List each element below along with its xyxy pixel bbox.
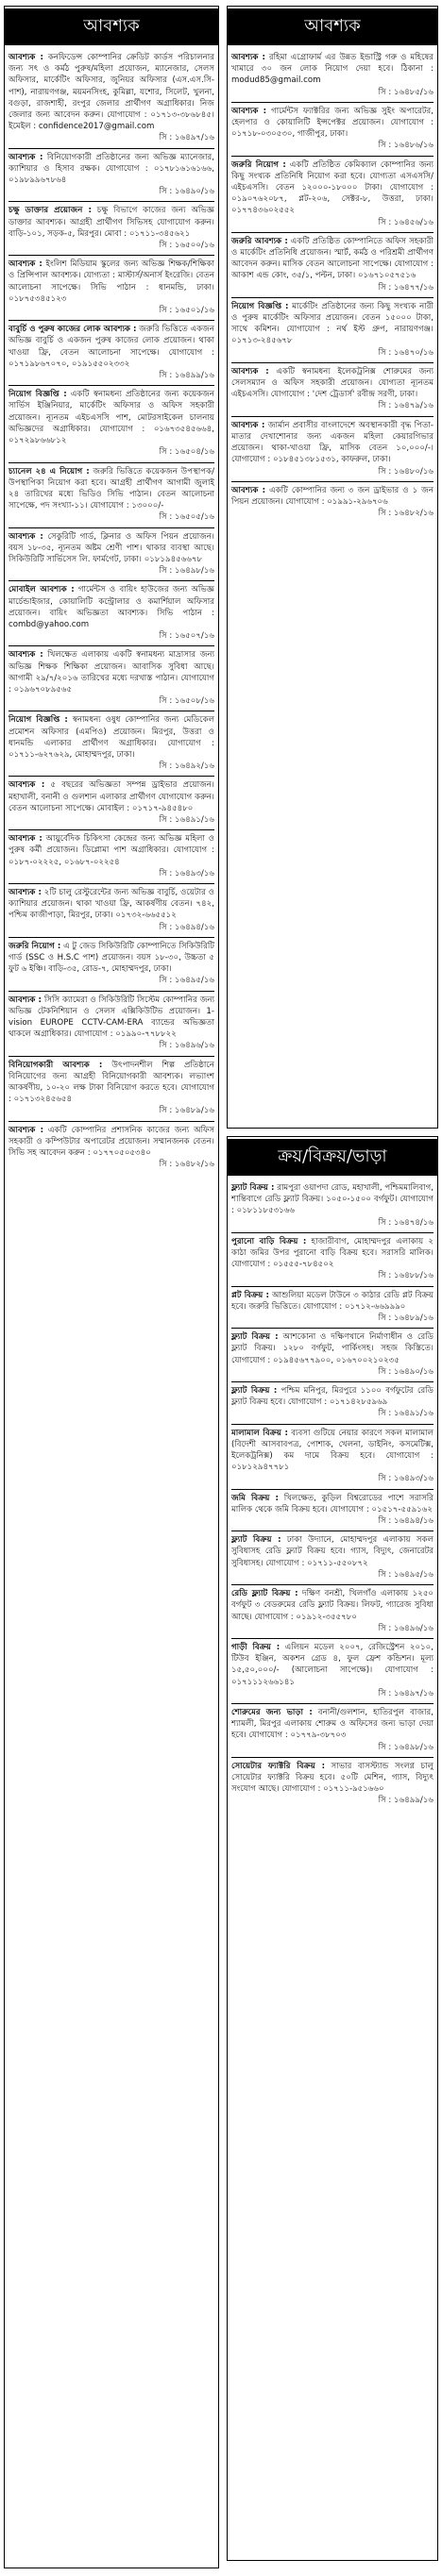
ad-body: ৫ বছরের অভিজ্ঞতা সম্পন্ন ড্রাইভার প্রয়োজন। মহাখালী, বনানী ও গুলশান এলাকার প্রার্থীগণ যোগাযোগ করুন। বেতন আলোচনা সাপেক্ষে। মোবাইল : ০১৭১৭-৯৪৫৪৮০	[8, 780, 215, 813]
classified-ad	[8, 256, 214, 321]
classified-ad	[231, 1233, 434, 1287]
ad-reference-code: সি : ১৬৪৭৪/১৬	[378, 1217, 434, 1228]
classified-ad	[8, 581, 214, 646]
ad-reference-code: সি : ১৬৪৯৮/১৬	[159, 566, 214, 577]
ad-reference-code: সি : ১৬৪৮০/১৬	[378, 466, 434, 477]
ad-heading: আবশ্যক :	[8, 650, 43, 661]
classified-ad	[231, 1704, 434, 1758]
classified-ad	[8, 528, 214, 582]
section-header-buy-sell-rent: ক্রয়/বিক্রয়/ভাড়া	[228, 1139, 437, 1176]
ad-reference-code: সি : ১৬৫০৪/১৬	[159, 447, 214, 458]
ad-body: একটি প্রতিষ্ঠিত কোম্পানিতে অফিস সহকারী ও মার্কেটিং প্রতিনিধি প্রয়োজন। স্মার্ট, কর্মঠ ও পরিশ্রমী প্রার্থীগণ আবেদন করুন। মাসিক বেতন আলোচনা সাপেক্ষে। যোগাযোগ : আকাশ এন্ড কোং, ৩৫/১, পল্টন, ঢাকা। ০১৬৭১০৫৭৫১৬	[231, 236, 434, 281]
ad-heading: মালামাল বিক্রয় :	[231, 1428, 288, 1438]
ad-heading: ফ্ল্যাট বিক্রয় :	[231, 1535, 281, 1546]
ad-reference-code: সি : ১৬৫০৮/১৬	[159, 696, 214, 707]
ad-body: জরুরি ভিত্তিতে কয়েকজন উপস্থাপক/উপস্থাপিকা নিয়োগ করা হবে। আগ্রহী প্রার্থীগণ আগামী জুলাই ২৪ তারিখের মধ্যে ভিডিও সিভি পাঠান। বেতন আলোচনা সাপেক্ষে, পদ সংখ্যা-১১। যোগাযোগ : ১৩০০০/-	[8, 466, 214, 511]
classified-ad	[8, 149, 214, 203]
ad-heading: শোরুমের জন্য ভাড়া :	[231, 1707, 313, 1717]
ad-body: আশকোনা ও দক্ষিণখানে নির্মাণাধীন ও রেডি ফ্ল্যাট বিক্রয়। ১২৮০ বর্গফুট, পার্কিংসহ। সহজ কিস্তিতে। যোগাযোগ : ০১৯৪৫৬৭৭৯০০, ০১৬৭০০২১০২৩৫	[231, 1332, 434, 1365]
ad-reference-code: সি : ১৬৫০৭/১৬	[159, 631, 214, 642]
ad-reference-code: সি : ১৬৪৯০/১৬	[378, 1366, 434, 1377]
ad-reference-code: সি : ১৬৪৭৭/১৬	[378, 282, 434, 293]
right-top-job-ads	[227, 6, 438, 1129]
ad-heading: আবশ্যক :	[8, 888, 42, 897]
classified-ad	[231, 157, 434, 233]
ad-reference-code: সি : ১৬৪৮২/১৬	[378, 509, 434, 519]
ad-reference-code: সি : ১৬৪৯৫/১৬	[159, 976, 214, 986]
classified-ad	[8, 830, 214, 884]
ad-heading: গাড়ী বিক্রয় :	[231, 1642, 280, 1652]
ad-body: সেকুরিটি গার্ড, ক্লিনার ও অফিস পিয়ন প্রয়োজন। বয়স ১৮-৩৫, ন্যূনতম অষ্টম শ্রেণী পাশ। থাকার ব্যবস্থা আছে। সিকিউরিটি সার্ভিসেস লি. ফার্মগেট, ঢাকা। ০১৮১৯৪৫৬৬৭৮	[8, 531, 214, 564]
ad-reference-code: সি : ১৬৪৯১/১৬	[378, 1409, 434, 1419]
ad-reference-code: সি : ১৬৪৯৭/১৬	[378, 1688, 434, 1698]
classified-ad	[8, 992, 214, 1057]
ad-body: জার্মান প্রবাসীর বাংলাদেশে অবস্থানকারী বৃদ্ধ পিতা-মাতার দেখাশোনার জন্য একজন মহিলা কেয়ারগিভার প্রয়োজন। থাকা-খাওয়া ফ্রি, মাসিক বেতন ১০,০০০/-। যোগাযোগ : ০১৮৪৫১৩৮১৫৩১, কাফরুল, ঢাকা।	[231, 420, 434, 465]
ad-heading: পুরানো বাড়ি বিক্রয় :	[231, 1236, 307, 1246]
classified-ad	[231, 1179, 434, 1233]
ad-reference-code: সি : ১৬৫০৫/১৬	[159, 512, 214, 523]
ad-reference-code: সি : ১৬৪৯৪/১৬	[378, 1516, 434, 1527]
ad-heading: বাবুর্চি ও পুরুষ কাজের লোক আবশ্যক :	[8, 325, 137, 335]
classified-ad	[231, 1425, 434, 1490]
ad-reference-code: সি : ১৬৪৮২/১৬	[159, 1160, 214, 1170]
ad-body: খিলক্ষেত, কুড়িল বিশ্বরোডের পাশে সরাসরি মালিক থেকে জমি বিক্রয় হবে। যোগাযোগ : ০১৫১৭-৫৫৯১৬২	[231, 1493, 434, 1514]
ad-body: রহিমা এগ্রোফার্ম এর উন্নত ইন্ডাস্ট্রি গরু ও মহিষের খামারে ৩০ জন লোক নিয়োগ দেয়া হবে। ঠিকানা : modud85@gmail.com	[231, 53, 434, 86]
classified-ad	[231, 233, 434, 298]
classified-ad	[231, 363, 434, 417]
ad-body: গার্মেন্টস ফ্যাক্টরির জন্য অভিজ্ঞ সুইং অপারেটর, হেলপার ও কোয়ালিটি ইন্সপেক্টর প্রয়োজন। যোগাযোগ : ০১৭১৮-০৩০৫৩০, গাজীপুর, ঢাকা।	[231, 106, 434, 140]
ad-heading: আবশ্যক :	[8, 834, 42, 845]
classified-ad	[231, 1382, 434, 1425]
classified-ad	[8, 463, 214, 528]
ad-heading: মোবাইল আবশ্যক :	[8, 585, 75, 595]
job-ad-list	[8, 49, 214, 1174]
ad-heading: আবশ্যক :	[8, 780, 45, 791]
ad-body: গার্মেন্টস ও বায়িং হাউজের জন্য অভিজ্ঞ মার্চেন্ডাইজার, কোয়ালিটি কন্ট্রোলার ও কমার্শিয়াল অফিসার প্রয়োজন। বায়িং অভিজ্ঞতা আবশ্যক। সিভি পাঠান : combd@yahoo.com	[8, 585, 214, 629]
ad-reference-code: সি : ১৬৪৯৩/১৬	[378, 1474, 434, 1484]
ad-heading: রেডি ফ্ল্যাট বিক্রয় :	[231, 1589, 298, 1599]
ad-reference-code: সি : ১৬৪৫৬/১৬	[378, 217, 434, 227]
ad-reference-code: সি : ১৬৪৯৬/১৬	[378, 1623, 434, 1633]
ad-heading: জরুরি আবশ্যক :	[231, 236, 288, 246]
ad-body: সিসি ক্যামেরা ও সিকিউরিটি সিস্টেম কোম্পানির জন্য অভিজ্ঞ টেকনিশিয়ান ও সেলস এক্সিকিউটিভ প্রয়োজন। 1-vision EUROPE CCTV-CAM-ERA ব্যান্ডের অভিজ্ঞতা থাকলে অগ্রাধিকার। যোগাযোগ : ০১৯৯০-৭৭৮৮২২	[8, 995, 215, 1040]
classified-ad	[8, 1057, 214, 1122]
ad-body: একটি স্বনামধন্য ইলেকট্রনিক্স শোরুমের জন্য সেলসম্যান ও অফিস সহকারী প্রয়োজন। যোগ্যতা ন্যূনতম এইচএসসি। যোগাযোগ : 'দেশ ট্রেডার্স' রবীন্দ্র সরণী, ঢাকা।	[231, 366, 434, 400]
ad-reference-code: সি : ১৬৪৯৭/১৬	[159, 133, 214, 143]
ad-heading: জরুরি নিয়োগ :	[8, 941, 61, 951]
ad-heading: ফ্ল্যাট বিক্রয় :	[231, 1386, 278, 1397]
classified-ad	[231, 1329, 434, 1382]
ad-heading: নিয়োগ বিজ্ঞপ্তি :	[231, 301, 289, 311]
ad-heading: আবশ্যক :	[231, 366, 269, 376]
ad-reference-code: সি : ১৬৪৯৬/১৬	[159, 1041, 214, 1051]
classified-ad	[231, 298, 434, 363]
ad-heading: আবশ্যক :	[8, 531, 43, 542]
ad-reference-code: সি : ১৬৪৯০/১৬	[159, 187, 214, 197]
ad-body: এ টু জেড সিকিউরিটি কোম্পানিতে সিকিউরিটি গার্ড (SSC ও H.S.C পাশ) প্রয়োজন। বয়স ১৮-৩০, উচ্চতা ৫ ফুট ৬ ইঞ্চি। বাড়ি-৩৫, রোড-৭, মোহাম্মদপুর, ঢাকা।	[8, 941, 214, 975]
ad-reference-code: সি : ১৬৪৯১/১৬	[159, 814, 214, 825]
ad-reference-code: সি : ১৬৪৭০/১৬	[378, 347, 434, 358]
ad-reference-code: সি : ১৬৪৯৮/১৬	[378, 1742, 434, 1752]
left-column-job-ads	[4, 6, 219, 2568]
ad-reference-code: সি : ১৬৪৮৫/১৬	[378, 87, 434, 97]
ad-heading: আবশ্যক :	[231, 485, 266, 495]
ad-reference-code: সি : ১৬৪৯৯/১৬	[378, 1796, 434, 1806]
ad-body: হাজারীবাগ, মোহাম্মদপুর এলাকায় ২ কাঠা জমির উপর পুরানো বাড়ি বিক্রয় হবে। সরাসরি মালিক। যোগাযোগ : ০১৫৫৫-৭৮৪৫০২	[231, 1236, 434, 1270]
ad-heading: আবশ্যক :	[231, 53, 265, 62]
classified-ad	[231, 1585, 434, 1639]
ad-body: রামপুরা ওয়াপদা রোড, মহাখালী, পশ্চিমমালিবাগ, শান্তিবাগে রেডি ফ্ল্যাট বিক্রয়। ১০৫০-১৫০০ বর্গফুট। যোগাযোগ : ০১৮১১৮৫৩১৬৬	[231, 1183, 434, 1216]
ad-heading: নিয়োগ বিজ্ঞপ্তি :	[8, 715, 68, 726]
sale-ad-list	[231, 1179, 434, 1811]
ad-reference-code: সি : ১৬৪৯৩/১৬	[159, 868, 214, 878]
ad-body: খিলক্ষেত এলাকায় একটি স্বনামধন্য মাদ্রাসার জন্য অভিজ্ঞ শিক্ষক শিক্ষিকা প্রয়োজন। আবাসিক সুবিধা আছে। আগামী ২৯/৭/২০১৬ তারিখের মধ্যে দরখাস্ত পাঠান। যোগাযোগ : ০১৯৬৭০৮৯৫৬৫	[8, 650, 214, 694]
ad-body: বনানী/গুলশান, হাতিরপুল বাজার, শ্যামলী, মিরপুর এলাকায় শোরুম ও অফিসের জন্য ভাড়া দেয়া হবে। যোগাযোগ : ০১৭৭৯-৩৮৭০৩	[231, 1707, 434, 1741]
ad-body: ব্যবসা গুটিয়ে নেয়ার কারণে সকল মালামাল (বিদেশী আসবাবপত্র, পোশাক, খেলনা, ডাইনিং, কসমেটিক্স, ইলেকট্রনিক্স) কম দামে বিক্রয় হবে। যোগাযোগ : ০১৮১২৯৪৭৭৮১	[231, 1428, 434, 1473]
classified-ad	[231, 1639, 434, 1704]
ad-reference-code: সি : ১৬৪৯৯/১৬	[159, 371, 214, 381]
ad-body: আয়ুর্বেদিক চিকিৎসা কেন্দ্রের জন্য অভিজ্ঞ মহিলা ও পুরুষ কর্মী প্রয়োজন। ডিপ্লোমা পাশ অগ্রাধিকার। যোগাযোগ : ০১৮৭-০২২২৫, ০১৬৮৭-০২২৫৪	[8, 834, 214, 867]
ad-reference-code: সি : ১৬৪৮৯/১৬	[159, 1106, 214, 1116]
right-bottom-sale-ads	[227, 1136, 438, 2561]
job-ad-list-right	[231, 49, 434, 523]
ad-body: চক্ষু বিভাগে কাজের জন্য অভিজ্ঞ ডাক্তার আবশ্যক। আগ্রহী প্রার্থীগণ সিভিসহ যোগাযোগ করুন। বাড়ি-১০১, সড়ক-৫, মিরপুর। মোবা : ০১৭১১-৩৪৫৬২১	[8, 206, 214, 239]
ad-reference-code: সি : ১৬৪৯৪/১৬	[159, 922, 214, 932]
ad-heading: জরুরি নিয়োগ :	[231, 159, 286, 170]
ad-heading: সোয়েটার ফ্যাক্টরি বিক্রয় :	[231, 1761, 326, 1771]
ad-body: একটি কোম্পানির জন্য ৩ জন ড্রাইভার ও ১ জন পিয়ন প্রয়োজন। যোগাযোগ : ০১৯৯১-২৯৬৭০৬	[231, 485, 434, 507]
ad-body: বিনিয়োগকারী প্রতিষ্ঠানের জন্য অভিজ্ঞ ম্যানেজার, ক্যাশিয়ার ও হিসাব রক্ষক। যোগাযোগ : ০১৭৮১৬১৬১৬৬, ০১৯৮৯৯৬৭৮৬৪	[8, 152, 215, 186]
ad-body: একটি স্বনামধন্য প্রতিষ্ঠানের জন্য কয়েকজন সার্ভিস ইঞ্জিনিয়ার, মার্কেটিং অফিসার ও অফিস সহকারী প্রয়োজন। ন্যূনতম এইচএসসি পাশ, মোটরসাইকেল চালনায় অভিজ্ঞদের অগ্রাধিকার। যোগাযোগ : ০১৬৭৩৫৪৫৬৬৪, ০১৭২৯৮৬৬৮১২	[8, 390, 214, 446]
classified-ad	[8, 646, 214, 711]
ad-heading: ফ্ল্যাট বিক্রয় :	[231, 1183, 275, 1193]
ad-heading: বিনিয়োগকারী আবশ্যক :	[8, 1060, 103, 1070]
ad-reference-code: সি : ১৬৪৭৯/১৬	[378, 401, 434, 411]
ad-heading: প্লট বিক্রয় :	[231, 1290, 269, 1300]
ad-heading: ফ্ল্যাট বিক্রয় :	[231, 1332, 279, 1343]
ad-body: স্বনামধন্য ওষুধ কোম্পানির জন্য মেডিকেল প্রমোশন অফিসার (এমপিও) প্রয়োজন। মিরপুর, উত্তরা ও ধানমন্ডি এলাকার প্রার্থীগণ অগ্রাধিকার। যোগাযোগ : ০১৭১১-৬২৭৬২৯, মোহাম্মদপুর, ঢাকা।	[8, 715, 214, 760]
ad-body: কনফিডেন্স কোম্পানির ক্রেডিট কার্ডস পরিচালনার জন্য সৎ ও কর্মঠ পুরুষ/মহিলা প্রয়োজন, ম্যানেজার, সেলস অফিসার, মার্কেটিং অফিসার, জুনিয়র অফিসার (এস.এস.সি-পাশ), নারায়ণগঞ্জ, ময়মনসিংহ, কুমিল্লা, যশোর, সিলেট, খুলনা, বগুড়া, রাজশাহী, রংপুর জেলার প্রার্থীগণ অগ্রাধিকার। নিজ জেলার জন্য আবেদন করুন। যোগাযোগ : ০১৭১৩-৩৮৬৮৪৫। ইমেইল : confidence2017@gmail.com	[8, 53, 214, 132]
section-header-jobs-right: আবশ্যক	[228, 8, 437, 45]
classified-ad	[8, 386, 214, 462]
classified-ad	[8, 49, 214, 149]
ad-body: উৎপাদনশীল শিল্প প্রতিষ্ঠানে বিনিয়োগের জন্য আগ্রহী বিনিয়োগকারী আবশ্যক। লভ্যাংশ আকর্ষণীয়, ১০-২০ লক্ষ টাকা বিনিয়োগ করতে হবে। যোগাযোগ : ০১৭১৩২৪৫৬৫৪	[8, 1060, 214, 1105]
ad-reference-code: সি : ১৬৪৮৮/১৬	[378, 1271, 434, 1281]
ad-reference-code: সি : ১৬৪৮৬/১৬	[378, 141, 434, 151]
ad-body: একটি প্রতিষ্ঠিত কেমিক্যাল কোম্পানির জন্য কিছু সংখ্যক প্রতিনিধি নিয়োগ করা হবে। যোগ্যতা এসএসসি/এইচএসসি। বেতন ১২০০০-১৮০০০ টাকা। যোগাযোগ : ০১৯০৭৬২০৮৭, প্লট-২০৬, সেক্টর-৮, উত্তরা, ঢাকা। ০১৭৭৪৩৬০২৫৫২	[231, 159, 434, 216]
ad-body: সাভার বাসস্ট্যান্ড সংলগ্ন চালু সোয়েটার ফ্যাক্টরি বিক্রয় হবে। ৫০টি মেশিন, গ্যাস, বিদ্যুৎ সংযোগ আছে। যোগাযোগ : ০১৭১১-৯৫১৬৬০	[231, 1761, 434, 1795]
section-header-jobs: আবশ্যক	[5, 8, 218, 45]
classified-ad	[231, 417, 434, 482]
ad-reference-code: সি : ১৬৪৯৫/১৬	[378, 1569, 434, 1580]
classified-ad	[231, 1287, 434, 1330]
ad-body: একটি কোম্পানির প্রশাসনিক কাজের জন্য অফিস সহকারী ও কম্পিউটার অপারেটর প্রয়োজন। সম্মানজনক বেতন। সিভি সহ আবেদন করুন : ০১৭৭০৫০৫৩৪০	[8, 1125, 214, 1159]
classified-ad	[8, 884, 214, 938]
ad-body: ইংলিশ মিডিয়াম স্কুলের জন্য অভিজ্ঞ শিক্ষক/শিক্ষিকা ও প্রিন্সিপাল আবশ্যক। যোগ্যতা : মাস্টার্স/অনার্স ইংরেজি। বেতন আলোচনা সাপেক্ষে। সিভি পাঠান : ধানমন্ডি, ঢাকা। ০১৮৭৫৩৪৫১২৩	[8, 259, 215, 304]
classified-ad	[231, 1490, 434, 1532]
ad-body: আশুলিয়া মডেল টাউনে ৩ কাঠার রেডি প্লট বিক্রয় হবে। জরুরি ভিত্তিতে। যোগাযোগ : ০১৭১২-৬৬৯৯৯০	[231, 1290, 434, 1312]
ad-reference-code: সি : ১৬৫০১/১৬	[159, 306, 214, 316]
ad-heading: আবশ্যক :	[231, 106, 267, 116]
classified-ad	[8, 321, 214, 386]
ad-body: পশ্চিম মনিপুর, মিরপুরে ১১০০ বর্গফুটের রেডি ফ্ল্যাট বিক্রয় হবে। যোগাযোগ : ০১৭১৪২৮৫৯৬৯	[231, 1386, 434, 1408]
ad-heading: চ্যানেল ২৪ এ নিয়োগ :	[8, 466, 90, 477]
classified-ad	[8, 711, 214, 777]
ad-body: ২টি চালু রেস্টুরেন্টের জন্য অভিজ্ঞ বাবুর্চি, ওয়েটার ও ক্যাশিয়ার প্রয়োজন। থাকা খাওয়া ফ্রি, আকর্ষণীয় বেতন। ৭৪২, পশ্চিম কাজীপাড়া, মিরপুর, ঢাকা। ০১৭৩২-৬৬৫৫১২	[8, 888, 214, 921]
ad-body: এলিয়ন মডেল ২০০৭, রেজিস্ট্রেশন ২০১০, টিউব ইঞ্জিন, অকশন গ্রেড ৪, ফুল ফ্রেশ কন্ডিশন। মূল্য ১৫,৫০,০০০/- (আলোচনা সাপেক্ষে)। যোগাযোগ : ০১৭১১১২৬৬১৪১	[231, 1642, 434, 1687]
ad-reference-code: সি : ১৬৪৮৯/১৬	[378, 1313, 434, 1324]
ad-body: দক্ষিণ বনশ্রী, খিলগাঁও এলাকায় ১২৫০ বর্গফুট ৩ বেডরুমের রেডি ফ্ল্যাট বিক্রয়। লিফট, গ্যারেজ সুবিধা আছে। যোগাযোগ : ০১৯১২-৩৫৫৭৮০	[231, 1589, 434, 1622]
ad-body: মার্কেটিং প্রতিষ্ঠানের জন্য কিছু সংখ্যক নারী ও পুরুষ মার্কেটিং অফিসার প্রয়োজন। বেতন ১৫০০০ টাকা, সাথে কমিশন। যোগাযোগ : নর্থ ইস্ট গ্রুপ, নারায়ণগঞ্জ। ০১৭১৩-২৪৫৬৭৮	[231, 301, 434, 346]
ad-heading: আবশ্যক :	[231, 420, 265, 430]
classified-ad	[8, 202, 214, 256]
right-column	[227, 6, 438, 2561]
classified-ad	[231, 103, 434, 157]
ad-body: ঢাকা উদ্যানে, মোহাম্মদপুর এলাকায় সকল সুবিধাসহ রেডি ফ্ল্যাট বিক্রয় হবে। গ্যাস, বিদ্যুৎ, জেনারেটর সুবিধাসহ। যোগাযোগ : ০১৭১১-৫৫০৮৭২	[231, 1535, 434, 1568]
ad-heading: আবশ্যক :	[8, 152, 43, 162]
ad-body: জরুরি ভিত্তিতে একজন অভিজ্ঞ বাবুর্চি ও একজন পুরুষ কাজের লোক প্রয়োজন। থাকা খাওয়া ফ্রি, বেতন আলোচনা সাপেক্ষে। যোগাযোগ : ০১৭১৯৮৬৭০৭০, ০১৯১৫৫০২৩৩২	[8, 325, 214, 369]
ad-heading: নিয়োগ বিজ্ঞপ্তি :	[8, 390, 67, 400]
ad-heading: চক্ষু ডাক্তার প্রয়োজন :	[8, 206, 92, 216]
classified-ad	[8, 938, 214, 992]
classified-ad	[231, 49, 434, 103]
classified-ad	[231, 1758, 434, 1811]
ad-reference-code: সি : ১৬৪৯২/১৬	[159, 761, 214, 772]
classified-ad	[8, 1122, 214, 1175]
ad-heading: আবশ্যক :	[8, 995, 42, 1005]
classified-ad	[231, 482, 434, 524]
classified-ad	[8, 777, 214, 830]
ad-heading: আবশ্যক :	[8, 259, 42, 270]
ad-heading: জমি বিক্রয় :	[231, 1493, 279, 1503]
ad-heading: আবশ্যক :	[8, 1125, 44, 1135]
ad-heading: আবশ্যক :	[8, 53, 43, 62]
ad-reference-code: সি : ১৬৫০০/১৬	[159, 241, 214, 251]
classified-ad	[231, 1531, 434, 1585]
